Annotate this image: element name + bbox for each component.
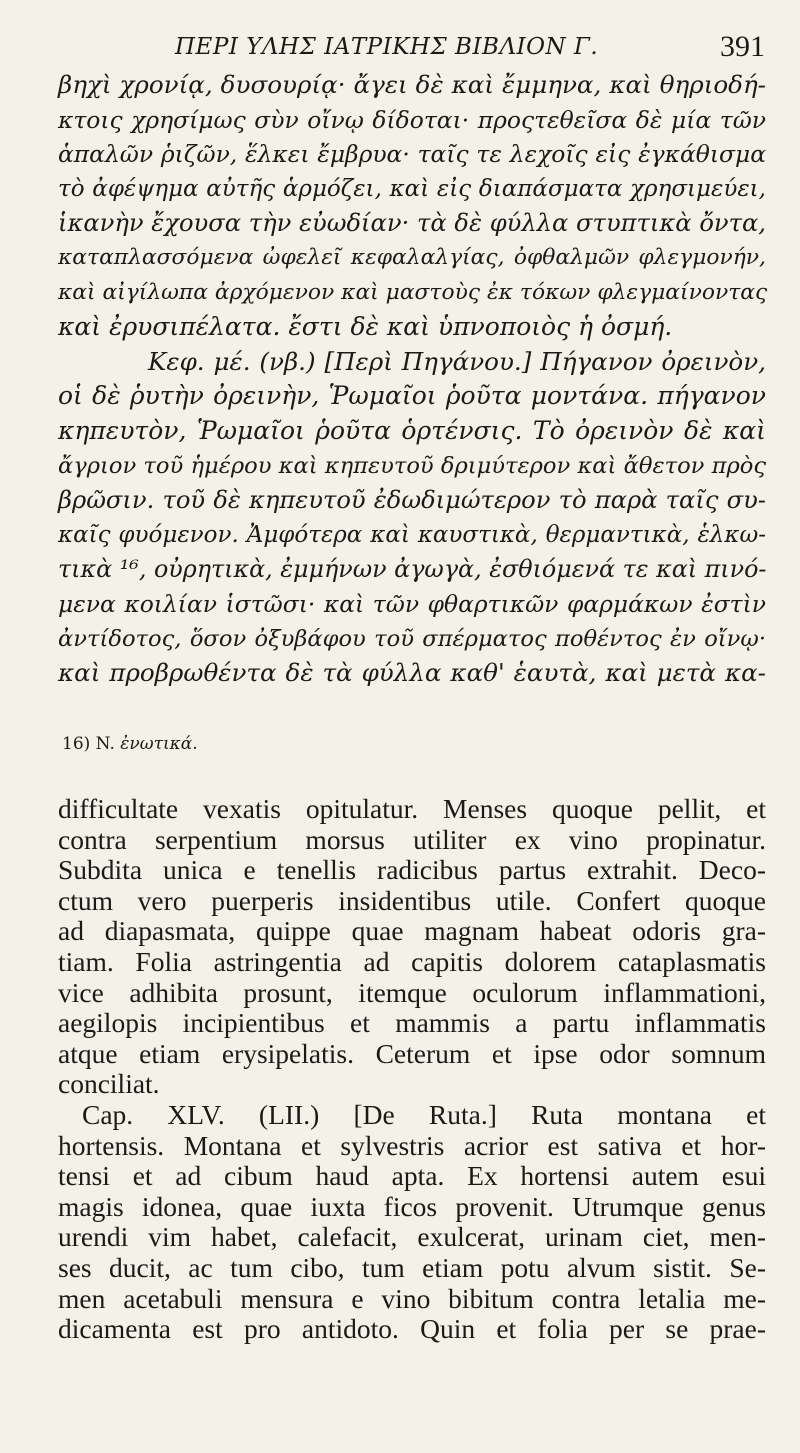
latin-line: atque etiam erysipelatis. Ceterum et ipse odor somnum <box>58 1037 766 1069</box>
greek-text-block <box>58 68 766 691</box>
latin-line: magis idonea, quae iuxta ficos provenit. Utrumque genus <box>58 1190 766 1222</box>
latin-line: difficultate vexatis opitulatur. Menses quoque pellit, et <box>58 793 766 824</box>
latin-line: contra serpentium morsus utiliter ex vino propinatur. <box>58 823 766 855</box>
latin-chapter-heading: Cap. XLV. (LII.) [De Ruta.] Ruta montana et <box>82 1098 766 1130</box>
latin-line: aegilopis incipientibus et mammis a partu inflammatis <box>58 1007 766 1039</box>
latin-line: dicamenta est pro antidoto. Quin et folia per se prae- <box>58 1313 766 1345</box>
latin-line: ctum vero puerperis insidentibus utile. Confert quoque <box>58 884 766 916</box>
greek-line: κηπευτὸν, Ῥωμαῖοι ῥοῦτα ὁρτένσις. Τὸ ὀρεινὸν δὲ καὶ <box>58 415 766 445</box>
latin-line: ad diapasmata, quippe quae magnam habeat odoris gra- <box>58 915 766 947</box>
latin-line: men acetabuli mensura e vino bibitum contra letalia me- <box>58 1282 766 1314</box>
latin-line: hortensis. Montana et sylvestris acrior est sativa et hor- <box>58 1129 766 1161</box>
greek-line: καὶ προβρωθέντα δὲ τὰ φύλλα καθ' ἑαυτὰ, καὶ μετὰ κα- <box>58 658 766 688</box>
greek-line: ἀντίδοτος, ὅσον ὀξυβάφου τοῦ σπέρματος ποθέντος ἐν οἴνῳ· <box>58 625 766 652</box>
footnote-text: ἐνωτικά. <box>120 734 198 754</box>
greek-line: κτοις χρησίμως σὺν οἴνῳ δίδοται· προςτεθεῖσα δὲ μία τῶν <box>58 105 766 134</box>
greek-line: ἁπαλῶν ῥιζῶν, ἕλκει ἔμβρυα· ταῖς τε λεχοῖς εἰς ἐγκάθισμα <box>58 140 766 169</box>
latin-line: vice adhibita prosunt, itemque oculorum inflammationi, <box>58 976 766 1008</box>
greek-line: τὸ ἀφέψημα αὐτῆς ἁρμόζει, καὶ εἰς διαπάσματα χρησιμεύει, <box>58 175 766 202</box>
greek-line: καταπλασσόμενα ὠφελεῖ κεφαλαλγίας, ὀφθαλμῶν φλεγμονήν, <box>58 244 766 270</box>
greek-line: βρῶσιν. τοῦ δὲ κηπευτοῦ ἐδωδιμώτερον τὸ παρὰ ταῖς συ- <box>58 486 766 515</box>
greek-line: βηχὶ χρονίᾳ, δυσουρίᾳ· ἄγει δὲ καὶ ἔμμηνα, καὶ θηριοδή- <box>58 70 766 99</box>
greek-line: τικὰ ¹⁶, οὐρητικὰ, ἐμμήνων ἀγωγὰ, ἐσθιόμενά τε καὶ πινό- <box>58 555 767 584</box>
latin-line: conciliat. <box>58 1068 160 1100</box>
running-head <box>175 26 765 66</box>
latin-line: tiam. Folia astringentia ad capitis dolorem cataplasmatis <box>58 945 766 977</box>
greek-line: καῖς φυόμενον. Ἀμφότερα καὶ καυστικὰ, θερμαντικὰ, ἑλκω- <box>58 521 766 548</box>
page-number: 391 <box>720 30 765 63</box>
greek-chapter-heading: Κεφ. μέ. (νβ.) [Περὶ Πηγάνου.] Πήγανον ὀρεινὸν, <box>148 346 766 376</box>
greek-line: ἄγριον τοῦ ἡμέρου καὶ κηπευτοῦ δριμύτερον καὶ ἄθετον πρὸς <box>58 452 766 479</box>
greek-line: μενα κοιλίαν ἱστῶσι· καὶ τῶν φθαρτικῶν φαρμάκων ἐστὶν <box>58 589 766 618</box>
latin-text-block <box>58 794 766 1345</box>
running-title: ΠΕΡΙ ΥΛΗΣ ΙΑΤΡΙΚΗΣ ΒΙΒΛΙΟΝ Γ. <box>175 34 599 60</box>
latin-line: urendi vim habet, calefacit, exulcerat, urinam ciet, men- <box>58 1221 766 1253</box>
latin-line: tensi et ad cibum haud apta. Ex hortensi autem esui <box>58 1160 766 1192</box>
footnote-marker: 16) N. <box>62 734 115 754</box>
greek-line: ἱκανὴν ἔχουσα τὴν εὐωδίαν· τὰ δὲ φύλλα στυπτικὰ ὄντα, <box>58 209 766 238</box>
footnote <box>62 734 198 754</box>
latin-line: Subdita unica e tenellis radicibus partus extrahit. Deco- <box>58 854 766 886</box>
latin-line: ses ducit, ac tum cibo, tum etiam potu alvum sistit. Se- <box>58 1251 766 1283</box>
greek-line: καὶ ἐρυσιπέλατα. ἔστι δὲ καὶ ὑπνοποιὸς ἡ ὀσμή. <box>58 312 673 342</box>
greek-line: οἱ δὲ ῥυτὴν ὀρεινὴν, Ῥωμαῖοι ῥοῦτα μοντάνα. πήγανον <box>58 381 766 411</box>
greek-line: καὶ αἰγίλωπα ἀρχόμενον καὶ μαστοὺς ἐκ τόκων φλεγμαίνοντας <box>58 279 768 305</box>
